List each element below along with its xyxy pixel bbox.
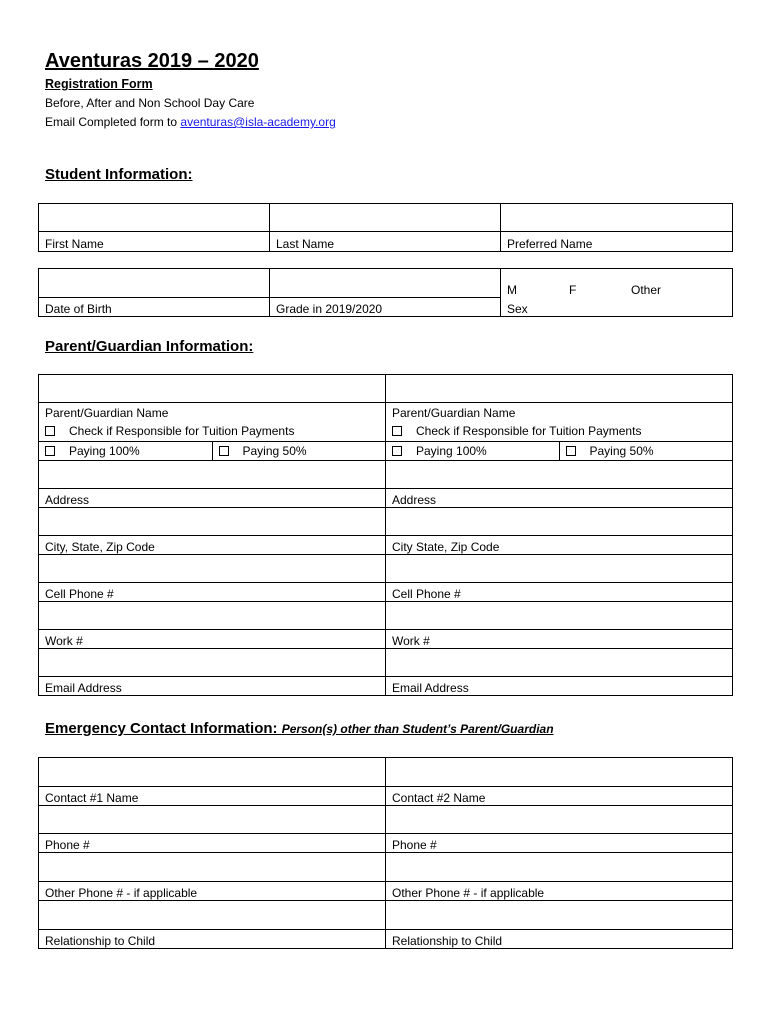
parent2-work-field[interactable] <box>386 602 733 630</box>
parent1-pay100[interactable] <box>39 441 212 460</box>
parent1-name-label: Parent/Guardian Name <box>45 405 169 420</box>
parent2-name-block <box>386 403 733 461</box>
parent1-pay50-label: Paying 50% <box>242 443 307 458</box>
grade-label: Grade in 2019/2020 <box>270 298 501 317</box>
parent1-email-label: Email Address <box>39 677 386 696</box>
parent2-cell-field[interactable] <box>386 555 733 583</box>
parent1-work-field[interactable] <box>39 602 386 630</box>
parent1-name-block <box>39 403 386 461</box>
parent2-name-field[interactable] <box>386 375 733 403</box>
parent1-cell-label: Cell Phone # <box>39 583 386 602</box>
contact2-phone-field[interactable] <box>386 806 733 834</box>
sex-options[interactable] <box>501 269 733 298</box>
checkbox-icon[interactable] <box>45 426 55 436</box>
page-title: Aventuras 2019 – 2020 <box>45 50 259 72</box>
care-description: Before, After and Non School Day Care <box>45 96 255 110</box>
dob-field[interactable] <box>39 269 270 298</box>
contact1-name-field[interactable] <box>39 758 386 787</box>
checkbox-icon[interactable] <box>219 446 229 456</box>
parent1-options <box>39 403 385 460</box>
contact2-name-field[interactable] <box>386 758 733 787</box>
checkbox-icon[interactable] <box>392 426 402 436</box>
checkbox-icon[interactable] <box>392 446 402 456</box>
contact1-name-label: Contact #1 Name <box>39 787 386 806</box>
sex-option-m[interactable]: M <box>507 282 517 297</box>
parent1-cell-field[interactable] <box>39 555 386 583</box>
contact1-phone-label: Phone # <box>39 834 386 853</box>
parent1-email-field[interactable] <box>39 649 386 677</box>
parent2-email-label: Email Address <box>386 677 733 696</box>
preferred-name-field[interactable] <box>501 204 733 232</box>
email-instruction <box>45 115 336 129</box>
parent2-responsible-row[interactable] <box>386 422 732 441</box>
contact1-relationship-label: Relationship to Child <box>39 930 386 949</box>
preferred-name-label: Preferred Name <box>501 232 733 252</box>
email-instruction-text: Email Completed form to <box>45 115 181 129</box>
grade-field[interactable] <box>270 269 501 298</box>
parent1-work-label: Work # <box>39 630 386 649</box>
parent2-pay50[interactable] <box>559 441 732 460</box>
student-section-heading: Student Information: <box>45 166 193 183</box>
parent2-address-field[interactable] <box>386 461 733 489</box>
parent2-cell-label: Cell Phone # <box>386 583 733 602</box>
parent1-city-field[interactable] <box>39 508 386 536</box>
parent1-name-field[interactable] <box>39 375 386 403</box>
emergency-section-heading: Emergency Contact Information: <box>45 720 278 737</box>
last-name-label: Last Name <box>270 232 501 252</box>
parent2-work-label: Work # <box>386 630 733 649</box>
parent2-options <box>386 403 732 460</box>
email-link[interactable]: aventuras@isla-academy.org <box>180 115 336 129</box>
parent1-pay100-label: Paying 100% <box>69 443 140 458</box>
student-name-table <box>38 203 733 252</box>
dob-label: Date of Birth <box>39 298 270 317</box>
parent2-email-field[interactable] <box>386 649 733 677</box>
parent1-address-field[interactable] <box>39 461 386 489</box>
parent2-city-label: City State, Zip Code <box>386 536 733 555</box>
contact2-other-phone-field[interactable] <box>386 853 733 882</box>
parent2-pay50-label: Paying 50% <box>589 443 654 458</box>
contact1-phone-field[interactable] <box>39 806 386 834</box>
checkbox-icon[interactable] <box>566 446 576 456</box>
contact2-phone-label: Phone # <box>386 834 733 853</box>
parent2-responsible-label: Check if Responsible for Tuition Payments <box>416 424 642 439</box>
contact2-name-label: Contact #2 Name <box>386 787 733 806</box>
sex-option-f[interactable]: F <box>569 282 577 297</box>
emergency-table <box>38 757 733 949</box>
parent1-city-label: City, State, Zip Code <box>39 536 386 555</box>
parent2-city-field[interactable] <box>386 508 733 536</box>
parent1-pay50[interactable] <box>212 441 385 460</box>
parent1-address-label: Address <box>39 489 386 508</box>
contact2-relationship-label: Relationship to Child <box>386 930 733 949</box>
checkbox-icon[interactable] <box>45 446 55 456</box>
last-name-field[interactable] <box>270 204 501 232</box>
contact2-other-phone-label: Other Phone # - if applicable <box>386 882 733 901</box>
contact1-other-phone-label: Other Phone # - if applicable <box>39 882 386 901</box>
emergency-section <box>45 720 554 737</box>
parent1-responsible-row[interactable] <box>39 422 385 441</box>
first-name-field[interactable] <box>39 204 270 232</box>
parent1-responsible-label: Check if Responsible for Tuition Payments <box>69 424 295 439</box>
contact1-relationship-field[interactable] <box>39 901 386 930</box>
form-subtitle: Registration Form <box>45 77 153 91</box>
parent2-address-label: Address <box>386 489 733 508</box>
parent2-pay100-label: Paying 100% <box>416 443 487 458</box>
parent2-name-label: Parent/Guardian Name <box>392 405 516 420</box>
student-details-table <box>38 268 733 317</box>
parent-section-heading: Parent/Guardian Information: <box>45 338 254 355</box>
parent-table <box>38 374 733 696</box>
first-name-label: First Name <box>39 232 270 252</box>
contact2-relationship-field[interactable] <box>386 901 733 930</box>
sex-option-other[interactable]: Other <box>631 282 662 297</box>
parent2-pay100[interactable] <box>386 441 559 460</box>
emergency-section-note: Person(s) other than Student’s Parent/Guardian <box>281 722 554 736</box>
contact1-other-phone-field[interactable] <box>39 853 386 882</box>
sex-label: Sex <box>501 298 733 317</box>
